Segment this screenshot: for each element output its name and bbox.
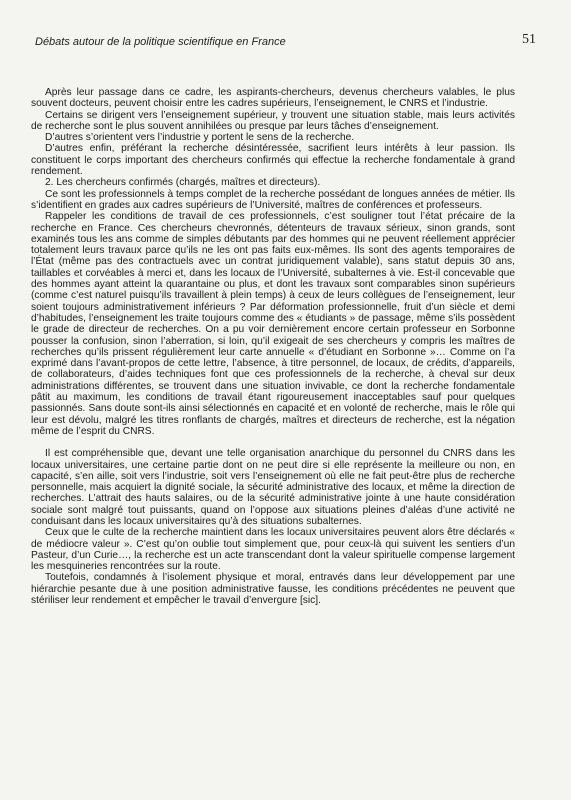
paragraph-9: Toutefois, condamnés à l’isolement physique et moral, entravés dans leur développement par une hiérarchie pesante due à une position administrative fausse, les conditions précédentes ne peuvent que stériliser leur rendement et empêcher le travail d’envergure [sic].	[31, 572, 515, 607]
paragraph-1: Après leur passage dans ce cadre, les aspirants-chercheurs, devenus chercheurs valables, le plus souvent docteurs, peuvent choisir entre les cadres supérieurs, l’enseignement, le CNRS et l’industrie.	[31, 87, 515, 110]
running-head: Débats autour de la politique scientifique en France	[35, 36, 286, 48]
body-text	[31, 87, 515, 606]
paragraph-2: Certains se dirigent vers l’enseignement supérieur, y trouvent une situation stable, mais leurs activités de recherche sont le plus souvent annihilées ou presque par leurs tâches d’enseignement.	[31, 109, 515, 132]
paragraph-6: Rappeler les conditions de travail de ces professionnels, c’est souligner tout l’état précaire de la recherche en France. Ces chercheurs chevronnés, détenteurs de travaux sérieux, sinon grands, sont examinés tous les ans comme de simples débutants par des hommes qui ne peuvent réellement apprécier totalement leurs travaux parce qu’ils ne les ont pas faits eux-mêmes. Ils sont des agents temporaires de l’État (même pas des contractuels avec un contrat juridiquement valable), sans statut depuis 30 ans, taillables et corvéables à merci et, dans les locaux de l’Université, subalternes à vie. Est-il concevable que des hommes ayant atteint la quarantaine ou plus, et dont les travaux sont comparables sinon supérieurs (comme c’est naturel puisqu’ils travaillent à plein temps) à ceux de leurs collègues de l’enseignement, leur soient toujours administrativement inférieurs ? Par déformation professionnelle, fruit d’un siècle et demi d’habitudes, l’enseignement les traite toujours comme des « étudiants » de passage, même s’ils possèdent le grade de directeur de recherches. On a pu voir dernièrement encore certain professeur en Sorbonne pousser la confusion, sinon l’aberration, si loin, qu’il exigeait de ses chercheurs y compris les maîtres de recherches qu’ils prissent régulièrement leur carte annuelle « d’étudiant en Sorbonne »… Comme on l’a exprimé dans l’avant-propos de cette lettre, l’absence, à titre personnel, de locaux, de crédits, d’appareils, de collaborateurs, d’aides techniques font que ces professionnels de la recherche, à cheval sur deux administrations différentes, se trouvent dans une situation invivable, ce dont la recherche fondamentale pâtit au maximum, les conditions de travail étant rigoureusement inacceptables sauf pour quelques passionnés. Sans doute sont-ils ainsi sélectionnés en capacité et en volonté de recherche, mais le rôle qui leur est dévolu, malgré les titres ronflants de chargés, maîtres et directeurs de recherche, est la négation même de l’esprit du CNRS.	[31, 211, 515, 437]
section-heading-2: 2. Les chercheurs confirmés (chargés, maîtres et directeurs).	[45, 177, 321, 189]
page-number: 51	[522, 32, 536, 47]
paragraph-5: Ce sont les professionnels à temps complet de la recherche possédant de longues années de métier. Ils s’identifient en grades aux cadres supérieurs de l’Université, maîtres de conférences et professeurs.	[31, 188, 515, 211]
paragraph-4: D’autres enfin, préférant la recherche désintéressée, sacrifient leurs intérêts à leur passion. Ils constituent le corps important des chercheurs confirmés qui effectue la recherche fondamentale à grand rendement.	[31, 143, 515, 178]
paragraph-8: Ceux que le culte de la recherche maintient dans les locaux universitaires peuvent alors être déclarés « de médiocre valeur ». C’est qu’on oublie tout simplement que, pour ceux-là qui suivent les sentiers d’un Pasteur, d’un Curie…, la recherche est un acte transcendant dont la valeur spirituelle compense largement les mesquineries rencontrées sur la route.	[31, 527, 515, 573]
paragraph-7: Il est compréhensible que, devant une telle organisation anarchique du personnel du CNRS dans les locaux universitaires, une certaine partie dont on ne peut dire si elle représente la meilleure ou non, en capacité, s’en aille, soit vers l’industrie, soit vers l’enseignement où elle ne fait peut-être plus de recherche personnelle, mais acquiert la dignité sociale, la sécurité administrative des locaux, et même la direction de recherches. L’attrait des hauts salaires, ou de la sécurité administrative jointe à une haute considération sociale sont malgré tout puissants, quand on l’oppose aux situations pleines d’aléas d’une activité ne conduisant dans les locaux universitaires qu’à des situations subalternes.	[31, 448, 515, 527]
paragraph-3: D’autres s’orientent vers l’industrie y portent le sens de la recherche.	[45, 132, 355, 144]
